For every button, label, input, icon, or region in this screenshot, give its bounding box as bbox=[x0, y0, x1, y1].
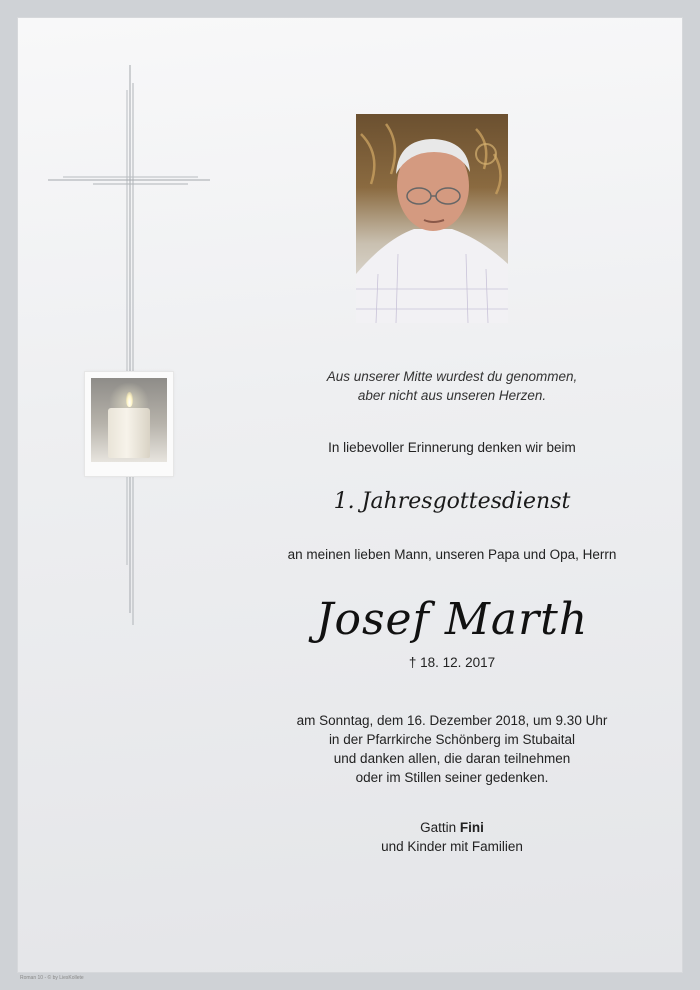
candle-image bbox=[85, 372, 173, 476]
relation-text: an meinen lieben Mann, unseren Papa und Opa, Herrn bbox=[287, 547, 617, 562]
details-line-3: und danken allen, die daran teilnehmen bbox=[333, 751, 571, 766]
signature-prefix: Gattin bbox=[420, 820, 460, 835]
service-title: 1. Jahresgottesdienst bbox=[333, 489, 571, 514]
service-details bbox=[220, 711, 684, 787]
deceased-name: Josef Marth bbox=[315, 594, 589, 645]
death-date: † 18. 12. 2017 bbox=[408, 655, 496, 670]
details-line-1: am Sonntag, dem 16. Dezember 2018, um 9.30 Uhr bbox=[296, 713, 608, 728]
spouse-name: Fini bbox=[459, 820, 484, 835]
portrait-photo bbox=[356, 114, 508, 323]
details-line-2: in der Pfarrkirche Schönberg im Stubaital bbox=[328, 732, 576, 747]
quote-line-2: aber nicht aus unseren Herzen. bbox=[357, 388, 547, 403]
candle-icon bbox=[108, 408, 150, 458]
quote-line-1: Aus unserer Mitte wurdest du genommen, bbox=[326, 369, 578, 384]
flame-icon bbox=[126, 392, 133, 407]
cross-ornament bbox=[48, 65, 218, 625]
signature-block bbox=[220, 818, 684, 856]
copyright-footer: Roman 10 - © by LiesKollete bbox=[20, 975, 84, 981]
intro-text: In liebevoller Erinnerung denken wir beim bbox=[328, 440, 576, 455]
details-line-4: oder im Stillen seiner gedenken. bbox=[355, 770, 549, 785]
signature-line-2: und Kinder mit Familien bbox=[381, 839, 523, 854]
memorial-quote bbox=[220, 367, 684, 405]
